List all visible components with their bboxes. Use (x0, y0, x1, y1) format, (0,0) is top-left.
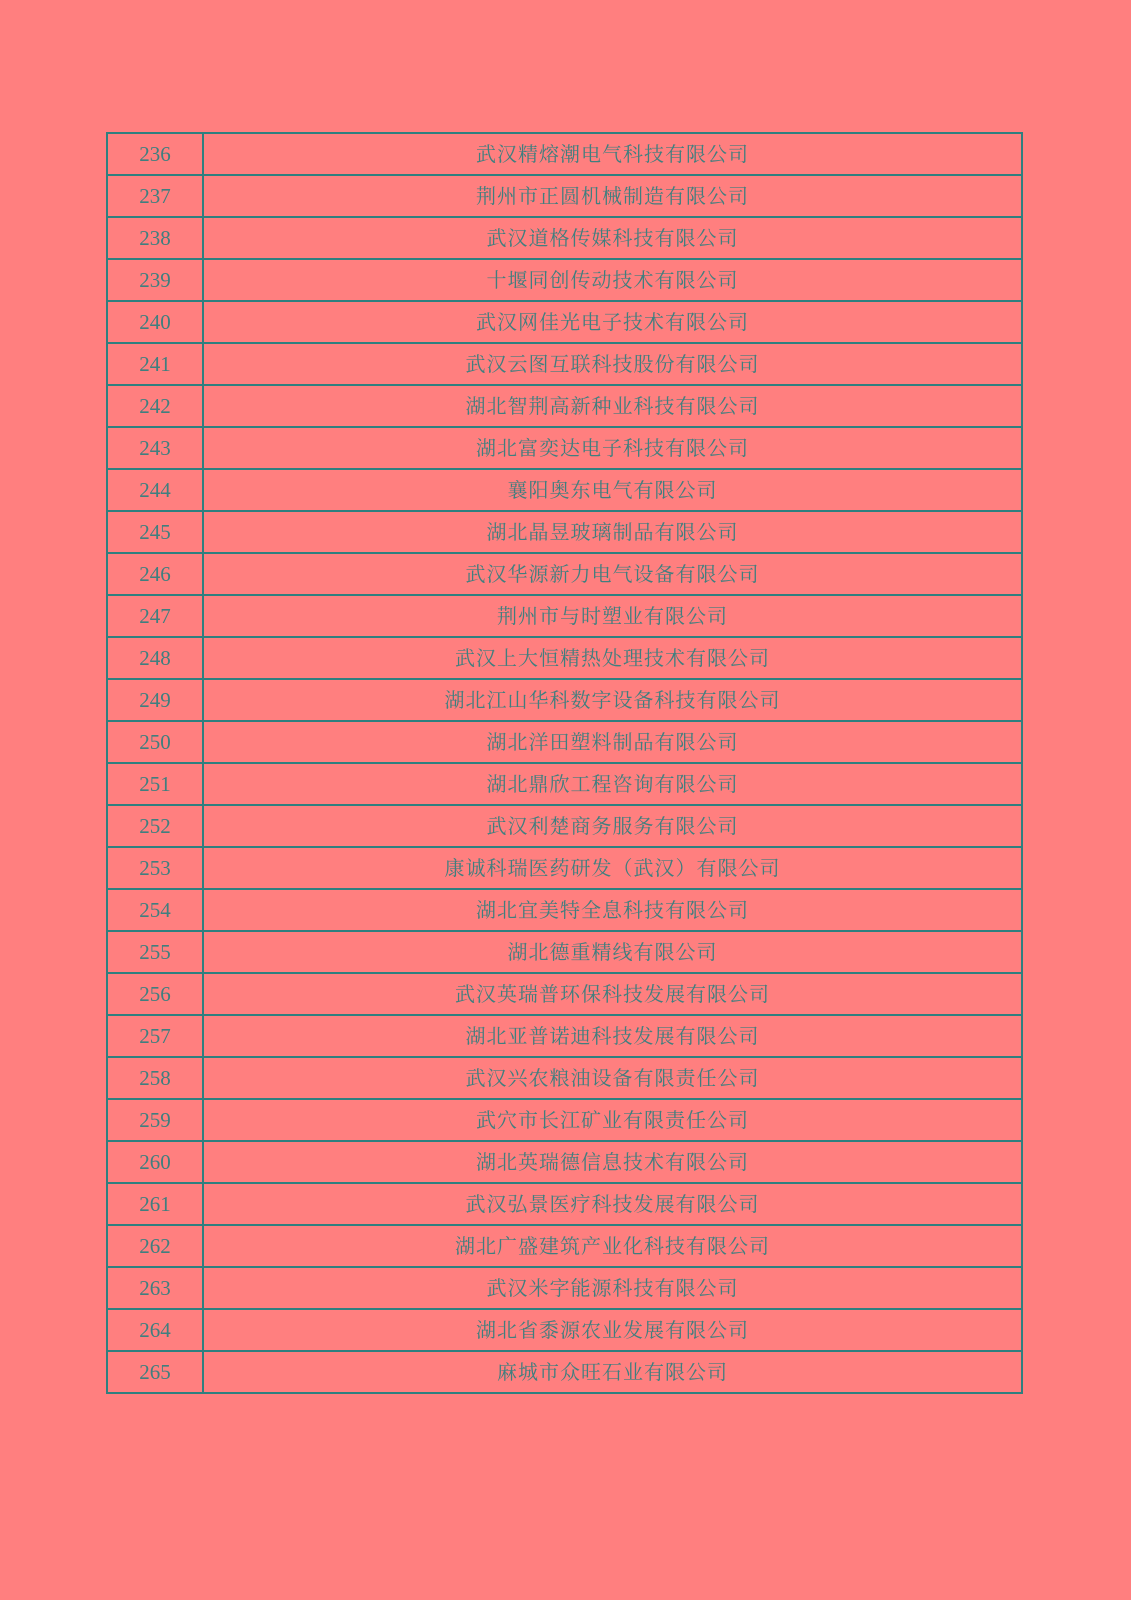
row-number-cell: 242 (107, 385, 203, 427)
company-name-cell: 湖北晶昱玻璃制品有限公司 (203, 511, 1022, 553)
row-number-cell: 257 (107, 1015, 203, 1057)
company-name-cell: 武汉利楚商务服务有限公司 (203, 805, 1022, 847)
row-number-cell: 254 (107, 889, 203, 931)
table-row (107, 1267, 1022, 1309)
company-name-cell: 武汉兴农粮油设备有限责任公司 (203, 1057, 1022, 1099)
table-row (107, 973, 1022, 1015)
company-name-cell: 湖北智荆高新种业科技有限公司 (203, 385, 1022, 427)
company-name-cell: 荆州市正圆机械制造有限公司 (203, 175, 1022, 217)
company-name-cell: 湖北鼎欣工程咨询有限公司 (203, 763, 1022, 805)
table-row (107, 301, 1022, 343)
row-number-cell: 238 (107, 217, 203, 259)
row-number-cell: 259 (107, 1099, 203, 1141)
company-name-cell: 湖北亚普诺迪科技发展有限公司 (203, 1015, 1022, 1057)
row-number-cell: 261 (107, 1183, 203, 1225)
row-number-cell: 253 (107, 847, 203, 889)
company-name-cell: 襄阳奥东电气有限公司 (203, 469, 1022, 511)
table-row (107, 889, 1022, 931)
company-name-cell: 湖北德重精线有限公司 (203, 931, 1022, 973)
row-number-cell: 264 (107, 1309, 203, 1351)
row-number-cell: 245 (107, 511, 203, 553)
table-row (107, 343, 1022, 385)
table-body (107, 133, 1022, 1393)
company-name-cell: 武汉云图互联科技股份有限公司 (203, 343, 1022, 385)
table-row (107, 1351, 1022, 1393)
company-name-cell: 武汉米字能源科技有限公司 (203, 1267, 1022, 1309)
company-name-cell: 武汉网佳光电子技术有限公司 (203, 301, 1022, 343)
company-name-cell: 武穴市长江矿业有限责任公司 (203, 1099, 1022, 1141)
row-number-cell: 252 (107, 805, 203, 847)
row-number-cell: 236 (107, 133, 203, 175)
table-row (107, 469, 1022, 511)
row-number-cell: 237 (107, 175, 203, 217)
table-row (107, 763, 1022, 805)
row-number-cell: 263 (107, 1267, 203, 1309)
table-row (107, 217, 1022, 259)
table-row (107, 805, 1022, 847)
company-name-cell: 康诚科瑞医药研发（武汉）有限公司 (203, 847, 1022, 889)
row-number-cell: 247 (107, 595, 203, 637)
row-number-cell: 250 (107, 721, 203, 763)
table-row (107, 553, 1022, 595)
company-list-table (106, 132, 1023, 1394)
row-number-cell: 241 (107, 343, 203, 385)
table-row (107, 175, 1022, 217)
company-name-cell: 麻城市众旺石业有限公司 (203, 1351, 1022, 1393)
row-number-cell: 239 (107, 259, 203, 301)
company-name-cell: 湖北江山华科数字设备科技有限公司 (203, 679, 1022, 721)
row-number-cell: 248 (107, 637, 203, 679)
company-name-cell: 武汉华源新力电气设备有限公司 (203, 553, 1022, 595)
row-number-cell: 249 (107, 679, 203, 721)
table-row (107, 1141, 1022, 1183)
table-row (107, 259, 1022, 301)
row-number-cell: 262 (107, 1225, 203, 1267)
company-name-cell: 武汉弘景医疗科技发展有限公司 (203, 1183, 1022, 1225)
company-name-cell: 武汉上大恒精热处理技术有限公司 (203, 637, 1022, 679)
company-name-cell: 湖北宜美特全息科技有限公司 (203, 889, 1022, 931)
table-row (107, 1309, 1022, 1351)
table-row (107, 133, 1022, 175)
table-row (107, 385, 1022, 427)
row-number-cell: 240 (107, 301, 203, 343)
row-number-cell: 243 (107, 427, 203, 469)
company-name-cell: 湖北英瑞德信息技术有限公司 (203, 1141, 1022, 1183)
company-name-cell: 武汉英瑞普环保科技发展有限公司 (203, 973, 1022, 1015)
row-number-cell: 246 (107, 553, 203, 595)
company-name-cell: 湖北洋田塑料制品有限公司 (203, 721, 1022, 763)
row-number-cell: 260 (107, 1141, 203, 1183)
table-row (107, 595, 1022, 637)
table-row (107, 847, 1022, 889)
table-row (107, 1057, 1022, 1099)
company-name-cell: 湖北广盛建筑产业化科技有限公司 (203, 1225, 1022, 1267)
table-row (107, 931, 1022, 973)
row-number-cell: 256 (107, 973, 203, 1015)
company-name-cell: 武汉道格传媒科技有限公司 (203, 217, 1022, 259)
table-row (107, 427, 1022, 469)
company-name-cell: 荆州市与时塑业有限公司 (203, 595, 1022, 637)
row-number-cell: 244 (107, 469, 203, 511)
row-number-cell: 258 (107, 1057, 203, 1099)
table-row (107, 721, 1022, 763)
company-name-cell: 十堰同创传动技术有限公司 (203, 259, 1022, 301)
table-row (107, 1015, 1022, 1057)
company-name-cell: 湖北富奕达电子科技有限公司 (203, 427, 1022, 469)
row-number-cell: 255 (107, 931, 203, 973)
table-row (107, 1183, 1022, 1225)
table-row (107, 1099, 1022, 1141)
table-row (107, 679, 1022, 721)
company-name-cell: 武汉精熔潮电气科技有限公司 (203, 133, 1022, 175)
row-number-cell: 251 (107, 763, 203, 805)
company-name-cell: 湖北省黍源农业发展有限公司 (203, 1309, 1022, 1351)
row-number-cell: 265 (107, 1351, 203, 1393)
table-row (107, 511, 1022, 553)
table-row (107, 637, 1022, 679)
table-row (107, 1225, 1022, 1267)
